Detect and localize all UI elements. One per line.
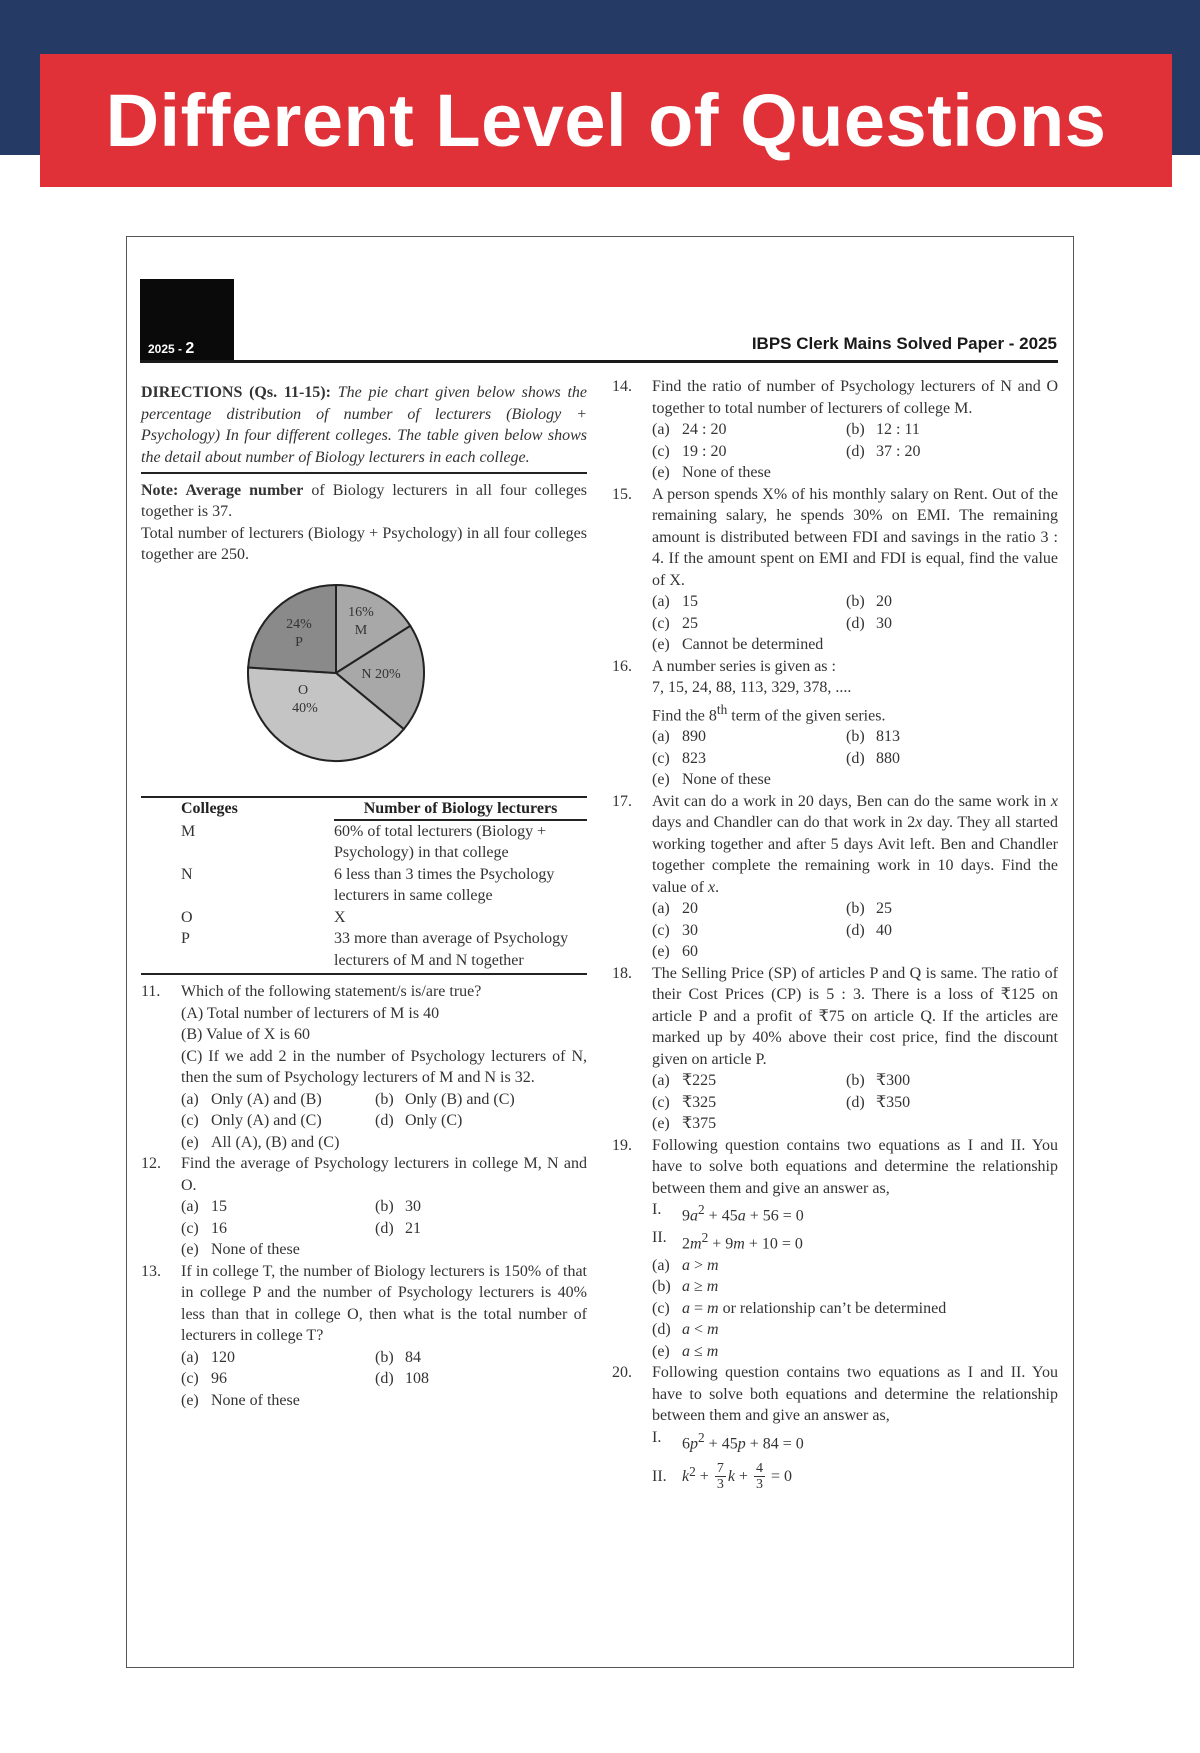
question-14: 14. Find the ratio of number of Psychology lecturers of N and O together to total number of lecturers of college M. (612, 378, 1058, 417)
pie-chart-area (141, 566, 587, 796)
option: (e) None of these (181, 1391, 300, 1409)
directions-rule (141, 472, 587, 474)
q13-options (141, 1347, 587, 1412)
option: (e) Cannot be determined (652, 636, 824, 653)
pie-label-m: M (354, 622, 368, 638)
q12-options (141, 1196, 587, 1261)
q20-equation-2: II. k $^2$ + $\frac{7}{3}$ k + $\frac{4}{3}$ = 0 (652, 1460, 792, 1492)
option: (b) Only (B) and (C) (375, 1090, 515, 1108)
q17-options (612, 898, 1058, 963)
header-colleges: Colleges (181, 799, 238, 817)
option: (d) 30 (846, 614, 892, 632)
option: (d) 21 (375, 1219, 421, 1237)
option: (a) 120 (181, 1348, 235, 1366)
table-row: P 33 more than average of Psychology lecturers of M and N together (181, 930, 569, 969)
total-text: Total number of lecturers (Biology + Psychology) in all four colleges together are 250. (141, 524, 587, 563)
biology-table (141, 798, 587, 820)
fraction: $\frac{7}{3}$ (716, 1460, 724, 1492)
pie-label-o: 40% (292, 700, 318, 716)
note: Note: Average number of Biology lecturers in all four colleges together is 37. (141, 481, 588, 520)
option: (e) None of these (652, 464, 771, 481)
directions: DIRECTIONS (Qs. 11-15): The pie chart given below shows the percentage distribution of number of lecturers (Biology + Psychology) In four different colleges. The table given below shows the detail about number of Biology lecturers in each college. (141, 384, 588, 466)
title-banner (40, 54, 1172, 187)
option: (b) 84 (375, 1348, 421, 1366)
q19-equation-2: II. $2m^2 + 9m + 10 = 0$ (652, 1229, 803, 1253)
q16-series: 7, 15, 24, 88, 113, 329, 378, .... (652, 679, 852, 696)
option: (c) a = m or relationship can’t be determined (652, 1299, 947, 1317)
option: (e) None of these (652, 771, 771, 789)
question-16: 16. A number series is given as : (612, 657, 836, 675)
question-12: 12. Find the average of Psychology lecturers in college M, N and O. (141, 1155, 587, 1194)
page-number: 2025 - 2 (148, 340, 195, 357)
option: (b) a ≥ m (652, 1278, 719, 1296)
option: (d) 37 : 20 (846, 442, 921, 460)
header-biology: Number of Biology lecturers (363, 799, 558, 817)
q20-equation-1: I. $6p^2 + 45p + 84 = 0$ (652, 1428, 804, 1453)
table-row: O X (181, 908, 346, 926)
option: (a) a > m (652, 1256, 719, 1274)
table-bottom-rule (141, 973, 587, 975)
fraction: $\frac{4}{3}$ (755, 1460, 763, 1492)
pie-label-p: 24% (286, 616, 312, 632)
table-row: M 60% of total lecturers (Biology + Psychology) in that college (181, 822, 547, 861)
paper-title: IBPS Clerk Mains Solved Paper - 2025 (751, 334, 1057, 353)
option: (a) 24 : 20 (652, 421, 727, 438)
option: (c) 823 (652, 749, 706, 767)
option: (a) 890 (652, 728, 706, 746)
option: (d) 40 (846, 921, 892, 939)
pie-label-p: P (295, 634, 303, 650)
biology-table-body (141, 821, 587, 972)
option: (e) 60 (652, 943, 698, 961)
option: (a) 15 (652, 593, 698, 610)
option: (b) 813 (846, 728, 900, 746)
question-18: 18. The Selling Price (SP) of articles P and Q is same. The ratio of their Cost Prices (CP) is 5 : 3. There is a loss of ₹125 on article P and a profit of ₹75 on article Q. If the articles are marked up by 40% above their cost price, find the discount given on article P. (612, 964, 1058, 1068)
option: (b) 20 (846, 593, 892, 610)
q11-statements: (A) Total number of lecturers of M is 40 (B) Value of X is 60 (C) If we add 2 in the number of Psychology lecturers of N, then the sum of Psychology lecturers of M and N is 32. (181, 1004, 587, 1086)
option: (c) ₹325 (652, 1093, 717, 1111)
option: (d) Only (C) (375, 1112, 463, 1129)
option: (e) All (A), (B) and (C) (181, 1133, 340, 1151)
q11-options (141, 1089, 587, 1154)
option: (e) None of these (181, 1241, 300, 1258)
question-11: 11. Which of the following statement/s is/are true? (141, 983, 482, 1000)
option: (c) 16 (181, 1219, 227, 1237)
pie-label-o: O (297, 682, 309, 698)
option: (e) a ≤ m (652, 1342, 719, 1360)
question-20: 20. Following question contains two equations as I and II. You have to solve both equations and determine the relationship between them and give an answer as, (612, 1364, 1058, 1425)
option: (c) 96 (181, 1370, 227, 1387)
option: (b) 30 (375, 1198, 421, 1215)
option: (b) ₹300 (846, 1072, 911, 1090)
option: (c) Only (A) and (C) (181, 1112, 322, 1129)
q16-options (612, 726, 1058, 791)
option: (d) 880 (846, 749, 900, 767)
right-column (612, 376, 1058, 1492)
q18-options (612, 1070, 1058, 1135)
q19-equation-1: I. $9a^2 + 45a + 56 = 0$ (652, 1201, 804, 1225)
option: (c) 30 (652, 921, 698, 939)
pie-label-m: 16% (348, 604, 374, 620)
option: (a) 15 (181, 1198, 227, 1215)
option: (d) ₹350 (846, 1093, 911, 1111)
option: (b) 25 (846, 900, 892, 918)
banner-title: Different Level of Questions (105, 79, 1107, 162)
option: (a) 20 (652, 900, 698, 918)
q14-options (612, 419, 1058, 484)
option: (d) a < m (652, 1321, 719, 1339)
left-column (141, 382, 587, 1411)
table-header-row (141, 798, 587, 820)
question-19: 19. Following question contains two equations as I and II. You have to solve both equations and determine the relationship between them and give an answer as, (612, 1136, 1058, 1197)
pie-label-n: N 20% (361, 666, 401, 682)
header-rule (140, 360, 1058, 363)
option: (a) Only (A) and (B) (181, 1090, 322, 1108)
question-13: 13. If in college T, the number of Biology lecturers is 150% of that in college P and the number of Psychology lecturers is 40% less than that in college O, then what is the total number of lecturers in college T? (141, 1262, 587, 1344)
q15-options (612, 591, 1058, 656)
option: (c) 25 (652, 614, 698, 632)
option: (e) ₹375 (652, 1115, 717, 1133)
option: (c) 19 : 20 (652, 442, 727, 460)
question-15: 15. A person spends X% of his monthly salary on Rent. Out of the remaining salary, he spends 30% on EMI. The remaining amount is distributed between FDI and savings in the ratio 3 : 4. If the amount spent on EMI and FDI is equal, find the value of X. (612, 485, 1058, 589)
option: (d) 108 (375, 1370, 429, 1387)
option: (a) ₹225 (652, 1072, 717, 1090)
table-row: N 6 less than 3 times the Psychology lecturers in same college (181, 865, 555, 904)
option: (b) 12 : 11 (846, 421, 920, 438)
q16-find: Find the 8th term of the given series. (652, 701, 886, 724)
pie-chart (241, 578, 431, 768)
question-17: 17. Avit can do a work in 20 days, Ben can do the same work in x days and Chandler can do that work in 2x day. They all started working together and after 5 days Avit left. Ben and Chandler together complete the remaining work in 10 days. Find the value of x. (612, 792, 1058, 896)
